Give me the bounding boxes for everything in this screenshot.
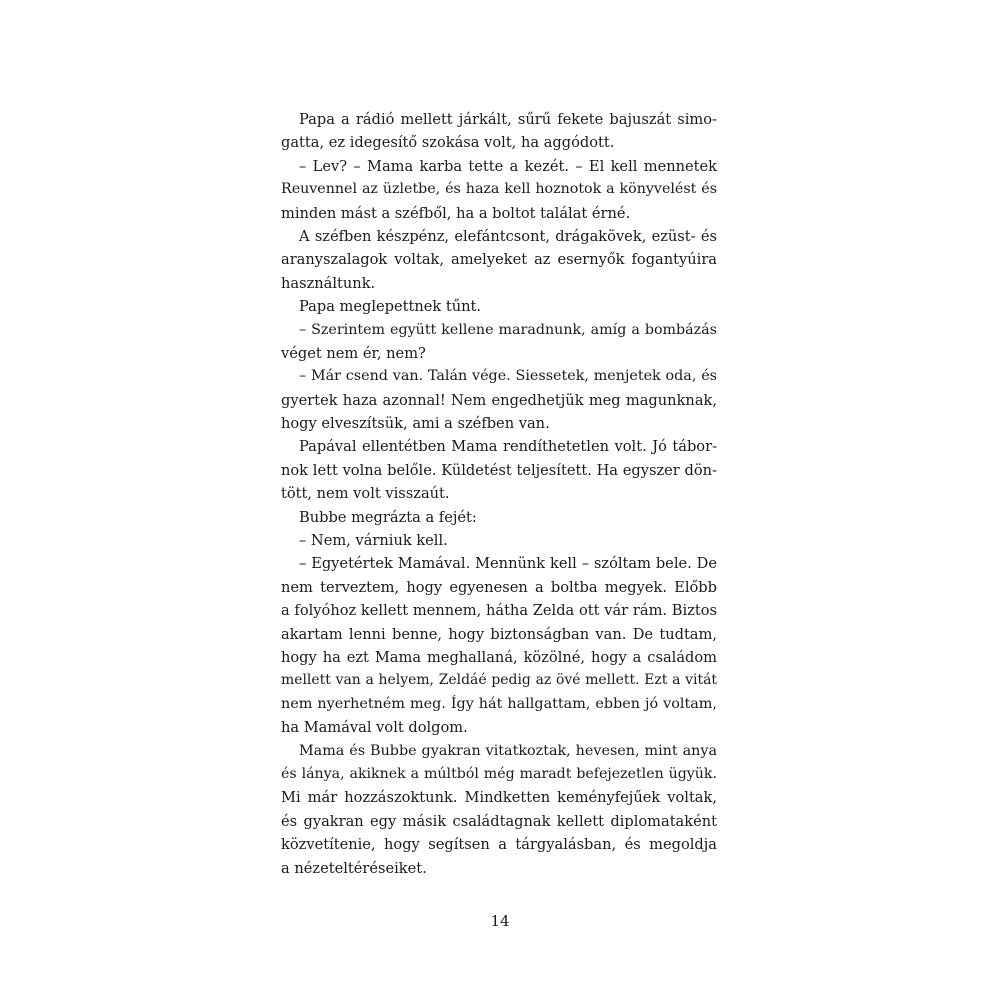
text-line: Mi már hozzászoktunk. Mindketten keményfejűek voltak,	[281, 789, 717, 807]
text-line: Reuvennel az üzletbe, és haza kell hoznotok a könyvelést és	[281, 181, 717, 198]
text-line: – Lev? – Mama karba tette a kezét. – El kell mennetek	[299, 157, 717, 175]
text-line: Bubbe megrázta a fejét:	[299, 508, 477, 526]
page-body-text	[281, 108, 717, 880]
text-line: – Szerintem együtt kellene maradnunk, amíg a bombázás	[299, 321, 717, 338]
text-line: gyertek haza azonnal! Nem engedhetjük meg magunknak,	[281, 391, 717, 409]
text-line: és gyakran egy másik családtagnak kellett diplomataként	[281, 812, 717, 830]
text-line: véget nem ér, nem?	[281, 344, 426, 362]
text-line: ha Mamával volt dolgom.	[281, 719, 468, 737]
text-line: aranyszalagok voltak, amelyeket az esernyők fogantyúira	[281, 251, 717, 269]
text-line: akartam lenni benne, hogy biztonságban van. De tudtam,	[281, 625, 717, 643]
text-line: – Már csend van. Talán vége. Siessetek, menjetek oda, és	[299, 368, 717, 385]
text-line: és lánya, akiknek a múltból még maradt befejezetlen ügyük.	[281, 765, 717, 782]
text-line: a folyóhoz kellett mennem, hátha Zelda ott vár rám. Biztos	[281, 602, 717, 620]
text-line: gatta, ez idegesítő szokása volt, ha aggódott.	[281, 134, 615, 152]
text-line: minden mást a széfből, ha a boltot találat érné.	[281, 204, 631, 222]
text-line: nem nyerhetném meg. Így hát hallgattam, ebben jó voltam,	[281, 695, 717, 712]
text-line: mellett van a helyem, Zeldáé pedig az övé mellett. Ezt a vitát	[281, 672, 717, 689]
text-line: A széfben készpénz, elefántcsont, drágakövek, ezüst- és	[299, 227, 717, 245]
text-line: Papa meglepettnek tűnt.	[299, 298, 482, 316]
text-line: Mama és Bubbe gyakran vitatkoztak, hevesen, mint anya	[299, 742, 717, 759]
page-number: 14	[490, 912, 510, 930]
text-line: Papával ellentétben Mama rendíthetetlen volt. Jó tábor-	[299, 438, 717, 456]
text-line: hogy elveszítsük, ami a széfben van.	[281, 415, 550, 433]
text-line: használtunk.	[281, 274, 376, 292]
text-line: – Nem, várniuk kell.	[299, 532, 448, 550]
text-line: tött, nem volt visszaút.	[281, 485, 450, 503]
text-line: hogy ha ezt Mama meghallaná, közölné, hogy a családom	[281, 648, 717, 666]
text-line: Papa a rádió mellett járkált, sűrű fekete bajuszát simo-	[299, 111, 717, 128]
text-line: nem terveztem, hogy egyenesen a boltba megyek. Előbb	[281, 578, 717, 596]
text-line: közvetítenie, hogy segítsen a tárgyalásban, és megoldja	[281, 836, 717, 854]
text-line: nok lett volna belőle. Küldetést teljesített. Ha egyszer dön-	[281, 461, 717, 479]
text-line: – Egyetértek Mamával. Mennünk kell – szóltam bele. De	[299, 555, 717, 573]
text-line: a nézeteltéréseiket.	[281, 859, 427, 877]
